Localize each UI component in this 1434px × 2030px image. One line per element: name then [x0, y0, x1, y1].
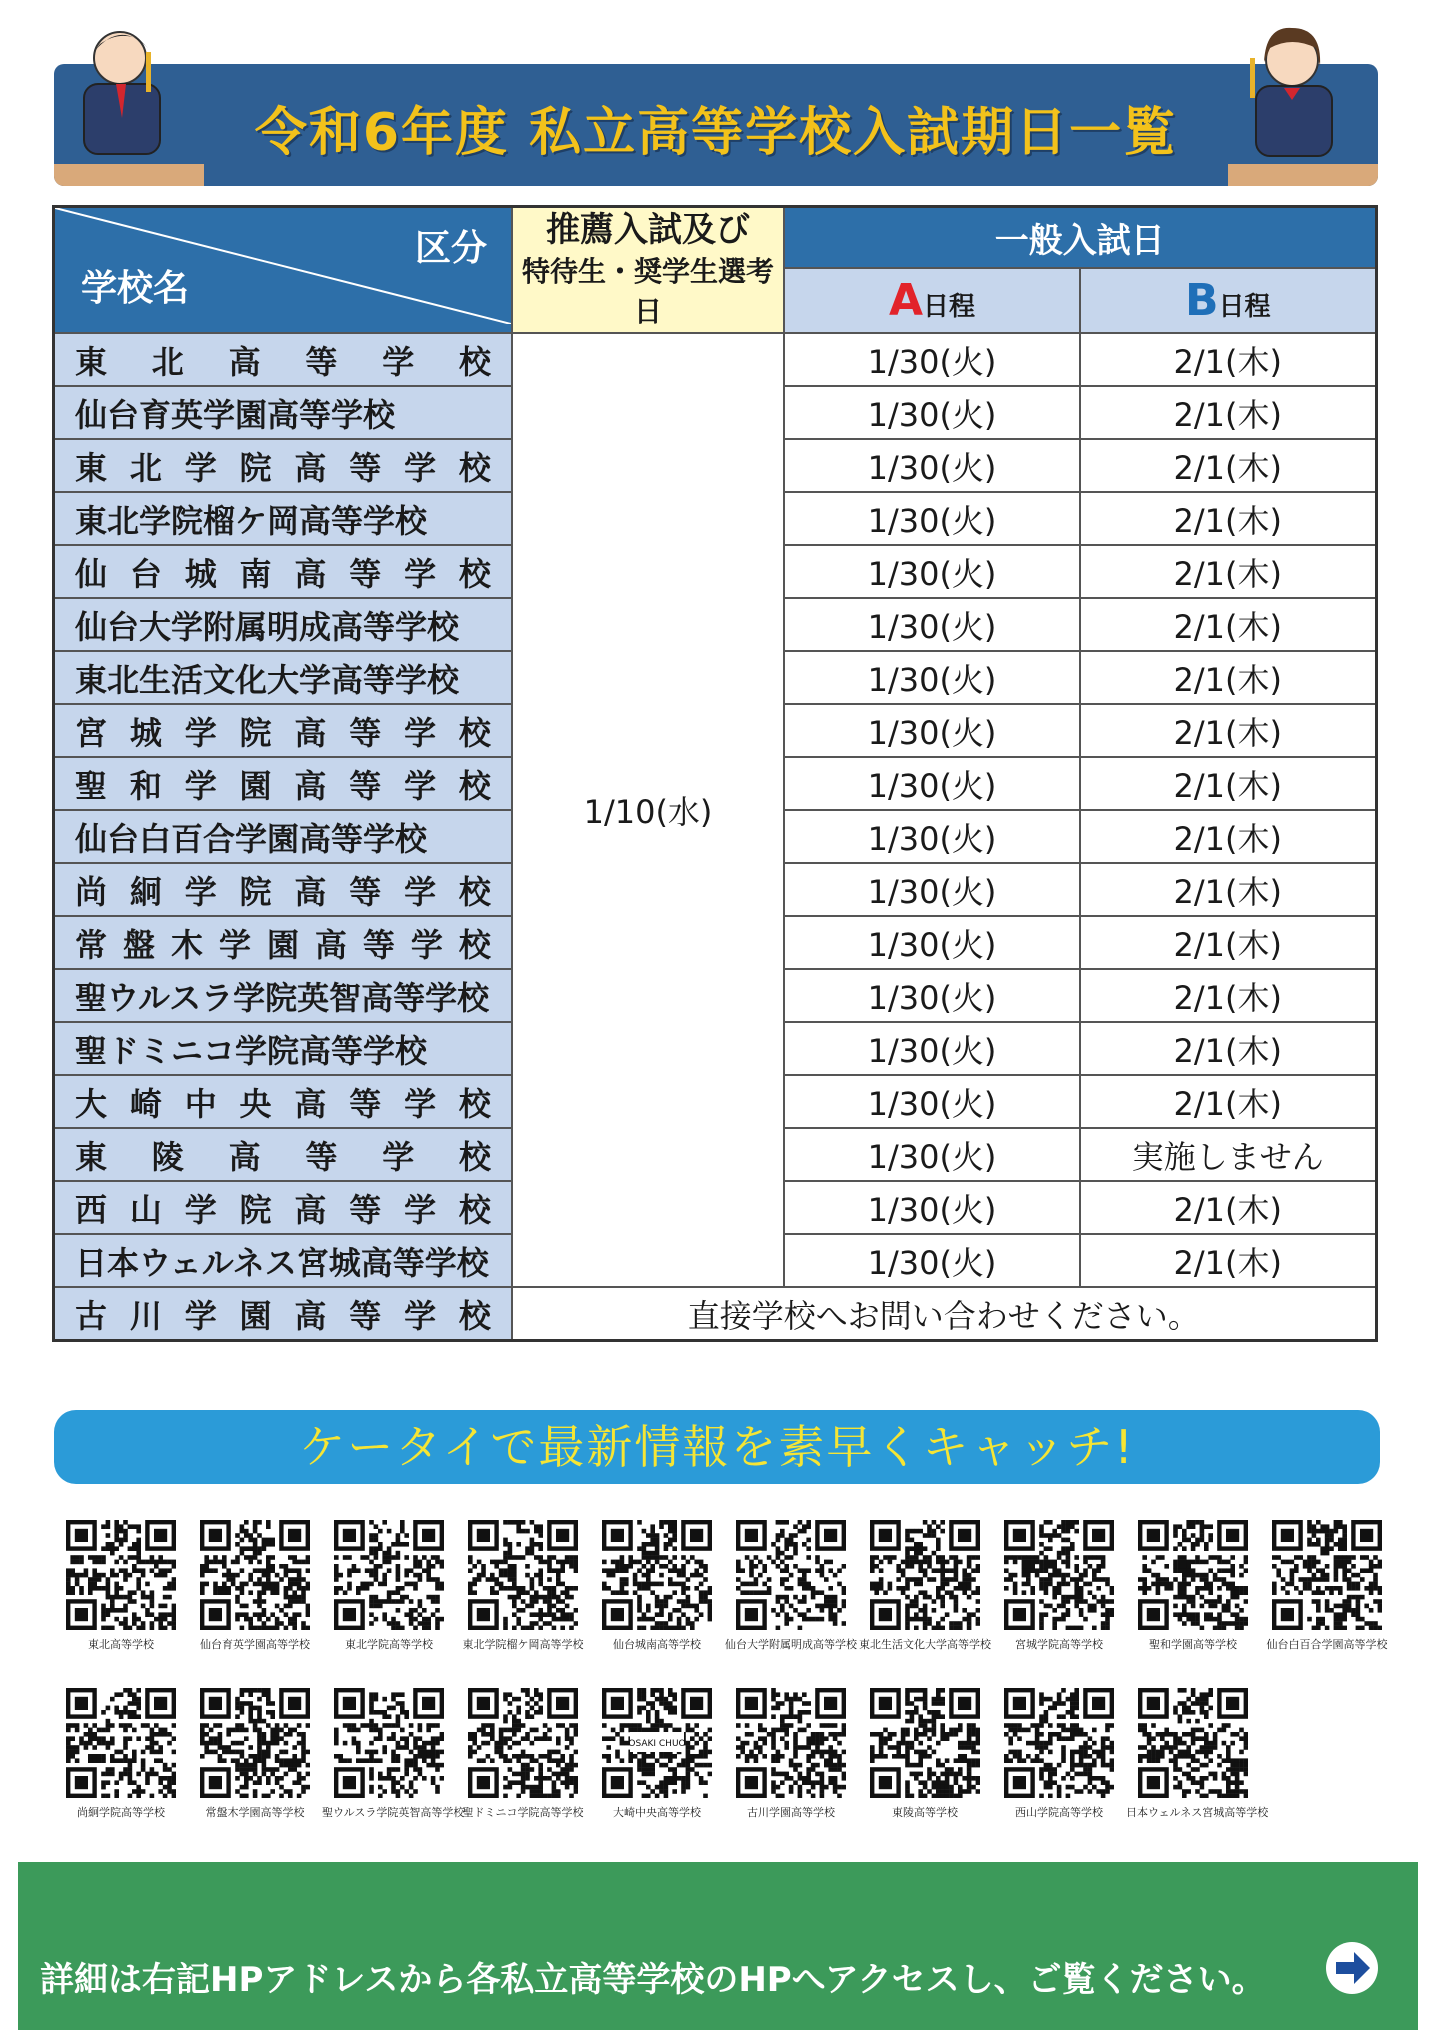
- schedule-b-date: 2/1(木): [1080, 1022, 1376, 1075]
- schedule-a-date: 1/30(火): [784, 545, 1080, 598]
- school-name: [54, 1287, 513, 1341]
- qr-code-icon[interactable]: [200, 1688, 310, 1798]
- school-name: [54, 492, 513, 545]
- schedule-b-date: 実施しません: [1080, 1128, 1376, 1181]
- qr-item[interactable]: [1260, 1520, 1394, 1652]
- contact-school-note: 直接学校へお問い合わせください。: [512, 1287, 1376, 1341]
- schedule-b-date: 2/1(木): [1080, 704, 1376, 757]
- qr-caption: 古川学園高等学校: [747, 1806, 835, 1819]
- school-name: [54, 1022, 513, 1075]
- schedule-b-date: 2/1(木): [1080, 545, 1376, 598]
- school-name-text: 東 北 学 院 高 等 学 校: [75, 448, 491, 487]
- school-name-text: 聖ドミニコ学院高等学校: [75, 1031, 428, 1070]
- page-title: 令和6年度 私立高等学校入試期日一覧: [254, 103, 1178, 163]
- qr-item[interactable]: [590, 1520, 724, 1652]
- schedule-a-date: 1/30(火): [784, 704, 1080, 757]
- table-row: [54, 333, 1377, 386]
- schedule-a-letter: A: [888, 274, 924, 326]
- schedule-b-date: 2/1(木): [1080, 969, 1376, 1022]
- qr-code-icon[interactable]: [200, 1520, 310, 1630]
- schedule-b-date: 2/1(木): [1080, 810, 1376, 863]
- qr-caption: 大崎中央高等学校: [613, 1806, 701, 1819]
- school-name-text: 古 川 学 園 高 等 学 校: [75, 1296, 491, 1335]
- qr-code-icon[interactable]: [334, 1520, 444, 1630]
- school-name-text: 西 山 学 院 高 等 学 校: [75, 1190, 491, 1229]
- qr-code-icon[interactable]: [1272, 1520, 1382, 1630]
- school-name: [54, 333, 513, 386]
- schedule-a-date: 1/30(火): [784, 863, 1080, 916]
- schedule-b-header: [1080, 268, 1376, 333]
- schedule-a-date: 1/30(火): [784, 916, 1080, 969]
- qr-item[interactable]: [1126, 1688, 1269, 1820]
- qr-caption: 東北学院高等学校: [345, 1638, 433, 1651]
- exam-schedule-table: [52, 205, 1378, 1342]
- qr-caption: 仙台育英学園高等学校: [200, 1638, 310, 1651]
- qr-caption: 東北学院榴ケ岡高等学校: [462, 1638, 584, 1651]
- school-name-text: 聖ウルスラ学院英智高等学校: [75, 978, 490, 1017]
- school-name: [54, 1234, 513, 1287]
- school-name-text: 仙 台 城 南 高 等 学 校: [75, 554, 491, 593]
- school-name: [54, 969, 513, 1022]
- school-name-text: 仙台白百合学園高等学校: [75, 819, 428, 858]
- schedule-a-date: 1/30(火): [784, 386, 1080, 439]
- qr-item[interactable]: [322, 1688, 465, 1820]
- qr-caption: 東北高等学校: [88, 1638, 154, 1651]
- school-name-text: 仙台大学附属明成高等学校: [75, 607, 460, 646]
- schedule-b-date: 2/1(木): [1080, 757, 1376, 810]
- schedule-b-date: 2/1(木): [1080, 1075, 1376, 1128]
- qr-item[interactable]: [724, 1520, 858, 1652]
- qr-item[interactable]: [590, 1688, 724, 1820]
- qr-code-icon[interactable]: [870, 1520, 980, 1630]
- schedule-a-date: 1/30(火): [784, 969, 1080, 1022]
- schedule-b-date: 2/1(木): [1080, 492, 1376, 545]
- school-name-text: 東北学院榴ケ岡高等学校: [75, 501, 428, 540]
- school-name: [54, 545, 513, 598]
- schedule-b-date: 2/1(木): [1080, 598, 1376, 651]
- qr-item[interactable]: [858, 1688, 992, 1820]
- schedule-a-date: 1/30(火): [784, 333, 1080, 386]
- qr-item[interactable]: [188, 1688, 322, 1820]
- qr-item[interactable]: [456, 1520, 590, 1652]
- school-name: [54, 1128, 513, 1181]
- qr-caption: 聖ウルスラ学院英智高等学校: [322, 1806, 465, 1819]
- school-name-label: 学校名: [81, 268, 190, 309]
- qr-code-icon[interactable]: [66, 1520, 176, 1630]
- qr-code-icon[interactable]: [1004, 1520, 1114, 1630]
- footer: [18, 1862, 1418, 2030]
- qr-code-icon[interactable]: [736, 1688, 846, 1798]
- school-name-text: 聖 和 学 園 高 等 学 校: [75, 766, 491, 805]
- qr-item[interactable]: [992, 1688, 1126, 1820]
- schedule-a-date: 1/30(火): [784, 757, 1080, 810]
- school-name: [54, 863, 513, 916]
- footer-text: 詳細は右記HPアドレスから各私立高等学校のHPへアクセスし、ご覧ください。: [40, 1960, 1266, 2000]
- school-name-text: 常 盤 木 学 園 高 等 学 校: [75, 925, 491, 964]
- qr-code-icon[interactable]: [602, 1520, 712, 1630]
- girl-student-illustration: [1230, 18, 1360, 168]
- category-label: 区分: [414, 228, 487, 269]
- school-name-text: 東 北 高 等 学 校: [75, 342, 491, 381]
- qr-code-icon[interactable]: [870, 1688, 980, 1798]
- school-name-text: 尚 絅 学 院 高 等 学 校: [75, 872, 491, 911]
- recommendation-header-line1: 推薦入試及び: [546, 210, 750, 250]
- school-name: [54, 916, 513, 969]
- table-corner-header: [54, 207, 513, 334]
- qr-code-icon[interactable]: [468, 1520, 578, 1630]
- school-name-text: 東北生活文化大学高等学校: [75, 660, 460, 699]
- qr-caption: 常盤木学園高等学校: [205, 1806, 305, 1819]
- header-banner: [54, 64, 1378, 186]
- qr-row-2: [54, 1688, 1269, 1820]
- school-name-text: 仙台育英学園高等学校: [75, 395, 396, 434]
- qr-code-icon[interactable]: [66, 1688, 176, 1798]
- school-name: [54, 1181, 513, 1234]
- school-name: [54, 651, 513, 704]
- schedule-a-date: 1/30(火): [784, 1181, 1080, 1234]
- qr-item[interactable]: [188, 1520, 322, 1652]
- schedule-b-date: 2/1(木): [1080, 386, 1376, 439]
- qr-item[interactable]: [54, 1520, 188, 1652]
- school-name: [54, 704, 513, 757]
- qr-caption: 仙台白百合学園高等学校: [1266, 1638, 1388, 1651]
- svg-text:OSAKI CHUO: OSAKI CHUO: [628, 1739, 686, 1749]
- schedule-a-date: 1/30(火): [784, 492, 1080, 545]
- qr-code-icon[interactable]: [736, 1520, 846, 1630]
- schedule-b-suffix: 日程: [1218, 291, 1271, 322]
- qr-item[interactable]: [858, 1520, 992, 1652]
- schedule-b-date: 2/1(木): [1080, 1181, 1376, 1234]
- qr-code-icon[interactable]: [1004, 1688, 1114, 1798]
- qr-item[interactable]: [724, 1688, 858, 1820]
- qr-code-icon[interactable]: [468, 1688, 578, 1798]
- qr-item[interactable]: [992, 1520, 1126, 1652]
- school-name: [54, 810, 513, 863]
- qr-caption: 仙台城南高等学校: [613, 1638, 701, 1651]
- qr-item[interactable]: [54, 1688, 188, 1820]
- school-name-text: 日本ウェルネス宮城高等学校: [75, 1243, 489, 1282]
- schedule-b-letter: B: [1184, 274, 1219, 326]
- recommendation-header: [512, 207, 784, 334]
- schedule-b-date: 2/1(木): [1080, 333, 1376, 386]
- qr-caption: 東北生活文化大学高等学校: [859, 1638, 991, 1651]
- arrow-right-icon[interactable]: [1324, 1940, 1380, 1996]
- qr-caption: 西山学院高等学校: [1015, 1806, 1103, 1819]
- school-name: [54, 439, 513, 492]
- school-name-text: 東 陵 高 等 学 校: [75, 1137, 491, 1176]
- recommendation-date: 1/10(水): [512, 333, 784, 1287]
- schedule-b-date: 2/1(木): [1080, 916, 1376, 969]
- qr-code-icon[interactable]: [1138, 1688, 1248, 1798]
- school-name-text: 宮 城 学 院 高 等 学 校: [75, 713, 491, 752]
- qr-caption: 日本ウェルネス宮城高等学校: [1126, 1806, 1269, 1819]
- schedule-a-suffix: 日程: [923, 291, 976, 322]
- schedule-b-date: 2/1(木): [1080, 439, 1376, 492]
- schedule-a-date: 1/30(火): [784, 1022, 1080, 1075]
- schedule-a-date: 1/30(火): [784, 598, 1080, 651]
- boy-student-illustration: [60, 18, 190, 168]
- general-exam-header: 一般入試日: [784, 207, 1376, 268]
- table-row-last: [54, 1287, 1377, 1341]
- schedule-a-date: 1/30(火): [784, 810, 1080, 863]
- schedule-a-date: 1/30(火): [784, 1075, 1080, 1128]
- qr-code-icon[interactable]: [1138, 1520, 1248, 1630]
- qr-item[interactable]: [322, 1520, 456, 1652]
- schedule-b-date: 2/1(木): [1080, 863, 1376, 916]
- schedule-b-date: 2/1(木): [1080, 1234, 1376, 1287]
- qr-caption: 東陵高等学校: [892, 1806, 958, 1819]
- schedule-a-date: 1/30(火): [784, 1128, 1080, 1181]
- recommendation-header-line2: 特待生・奨学生選考日: [521, 255, 774, 328]
- schedule-a-date: 1/30(火): [784, 1234, 1080, 1287]
- schedule-a-date: 1/30(火): [784, 439, 1080, 492]
- qr-row-1: [54, 1520, 1394, 1652]
- school-name: [54, 1075, 513, 1128]
- qr-caption: 聖和学園高等学校: [1149, 1638, 1237, 1651]
- table-body: [54, 333, 1377, 1341]
- school-name: [54, 598, 513, 651]
- qr-caption: 聖ドミニコ学院高等学校: [462, 1806, 584, 1819]
- school-name: [54, 386, 513, 439]
- schedule-b-date: 2/1(木): [1080, 651, 1376, 704]
- schedule-a-date: 1/30(火): [784, 651, 1080, 704]
- school-name: [54, 757, 513, 810]
- qr-item[interactable]: [1126, 1520, 1260, 1652]
- mobile-info-banner: ケータイで最新情報を素早くキャッチ!: [54, 1410, 1380, 1484]
- qr-caption: 尚絅学院高等学校: [77, 1806, 165, 1819]
- school-name-text: 大 崎 中 央 高 等 学 校: [75, 1084, 491, 1123]
- schedule-a-header: [784, 268, 1080, 333]
- qr-caption: 仙台大学附属明成高等学校: [725, 1638, 857, 1651]
- qr-item[interactable]: [456, 1688, 590, 1820]
- qr-code-icon[interactable]: [602, 1688, 712, 1798]
- qr-code-icon[interactable]: [334, 1688, 444, 1798]
- qr-caption: 宮城学院高等学校: [1015, 1638, 1103, 1651]
